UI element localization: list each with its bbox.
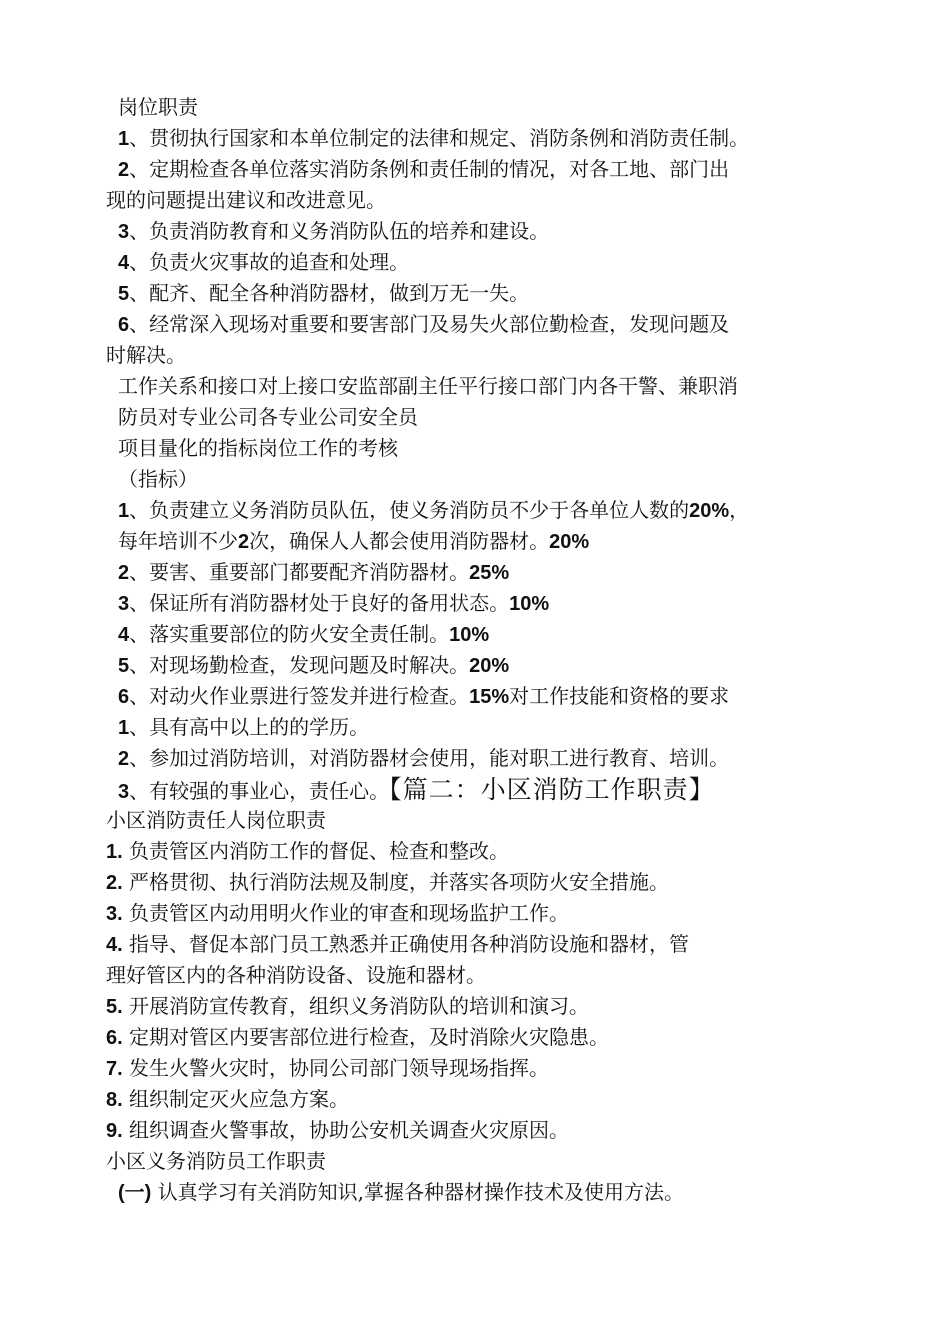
volunteer-duty-item: (一) 认真学习有关消防知识,掌握各种器材操作技术及使用方法。: [118, 1180, 685, 1204]
responsibility-item: 6. 定期对管区内要害部位进行检查，及时消除火灾隐患。: [106, 1025, 610, 1049]
responsibility-item: 2. 严格贯彻、执行消防法规及制度，并落实各项防火安全措施。: [106, 870, 670, 894]
duty-item: 2、定期检查各单位落实消防条例和责任制的情况，对各工地、部门出: [118, 157, 730, 181]
requirement-item: 2、参加过消防培训，对消防器材会使用，能对职工进行教育、培训。: [118, 746, 730, 770]
indicator-item: 3、保证所有消防器材处于良好的备用状态。10%: [118, 591, 550, 615]
duty-item-continuation: 时解决。: [106, 343, 186, 367]
section-title: 小区消防责任人岗位职责: [106, 808, 326, 832]
responsibility-item: 5. 开展消防宣传教育，组织义务消防队的培训和演习。: [106, 994, 590, 1018]
duty-item: 1、贯彻执行国家和本单位制定的法律和规定、消防条例和消防责任制。: [118, 126, 750, 150]
duty-item-continuation: 现的问题提出建议和改进意见。: [106, 188, 386, 212]
duty-item: 4、负责火灾事故的追查和处理。: [118, 250, 410, 274]
chapter-heading: 【篇二：小区消防工作职责】: [389, 775, 715, 804]
section-title: 小区义务消防员工作职责: [106, 1149, 326, 1173]
responsibility-item: 8. 组织制定灭火应急方案。: [106, 1087, 350, 1111]
responsibility-item-continuation: 理好管区内的各种消防设备、设施和器材。: [106, 963, 486, 987]
responsibility-item: 4. 指导、督促本部门员工熟悉并正确使用各种消防设施和器材，管: [106, 932, 690, 956]
indicator-item-continuation: 每年培训不少2次，确保人人都会使用消防器材。20%: [118, 529, 590, 553]
relation-text-continuation: 防员对专业公司各专业公司安全员: [118, 405, 418, 429]
section-title: 岗位职责: [118, 95, 198, 119]
duty-item: 5、配齐、配全各种消防器材，做到万无一失。: [118, 281, 530, 305]
responsibility-item: 3. 负责管区内动用明火作业的审查和现场监护工作。: [106, 901, 570, 925]
indicator-item: 4、落实重要部位的防火安全责任制。10%: [118, 622, 490, 646]
relation-text: 工作关系和接口对上接口安监部副主任平行接口部门内各干警、兼职消: [118, 374, 738, 398]
indicator-label: （指标）: [118, 467, 198, 491]
document-body: [106, 92, 866, 1208]
responsibility-item: 1. 负责管区内消防工作的督促、检查和整改。: [106, 839, 510, 863]
responsibility-item: 9. 组织调查火警事故，协助公安机关调查火灾原因。: [106, 1118, 570, 1142]
duty-item: 3、负责消防教育和义务消防队伍的培养和建设。: [118, 219, 550, 243]
duty-item: 6、经常深入现场对重要和要害部门及易失火部位勤检查，发现问题及: [118, 312, 730, 336]
requirement-item: 3、有较强的事业心，责任心。【篇二：小区消防工作职责】: [118, 775, 715, 804]
assessment-title: 项目量化的指标岗位工作的考核: [118, 436, 398, 460]
responsibility-item: 7. 发生火警火灾时，协同公司部门领导现场指挥。: [106, 1056, 550, 1080]
requirement-item: 1、具有高中以上的的学历。: [118, 715, 370, 739]
indicator-item: 6、对动火作业票进行签发并进行检查。15%对工作技能和资格的要求: [118, 684, 730, 708]
indicator-item: 1、负责建立义务消防员队伍，使义务消防员不少于各单位人数的20%，: [118, 498, 750, 522]
indicator-item: 2、要害、重要部门都要配齐消防器材。25%: [118, 560, 510, 584]
indicator-item: 5、对现场勤检查，发现问题及时解决。20%: [118, 653, 510, 677]
